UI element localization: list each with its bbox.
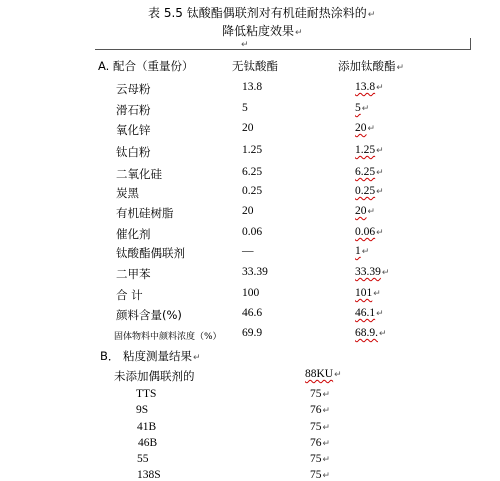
coupling-agent-name: TTS	[136, 388, 157, 400]
return-mark-icon: ↵	[322, 389, 331, 399]
no-titanate-value: 0.06	[242, 226, 263, 238]
return-mark-icon: ↵	[322, 470, 331, 480]
viscosity-value: 75	[310, 469, 322, 481]
table-top-rule	[95, 49, 470, 50]
with-titanate-value-cell	[355, 307, 384, 319]
return-mark-icon: ↵	[322, 405, 331, 415]
component-name: 二氧化硅	[116, 167, 162, 181]
component-name: 固体物料中颜料浓度（%）	[114, 332, 222, 342]
no-titanate-value: —	[242, 245, 254, 257]
with-titanate-value: 0.06	[355, 226, 376, 238]
return-mark-icon: ↵	[367, 206, 376, 216]
with-titanate-value: 101	[355, 287, 373, 299]
with-titanate-value-cell	[355, 144, 384, 156]
no-titanate-value: 0.25	[242, 185, 263, 197]
viscosity-value: 76	[310, 404, 322, 416]
no-titanate-value: 46.6	[242, 307, 263, 319]
viscosity-value-cell	[310, 453, 330, 465]
return-mark-icon: ↵	[322, 438, 331, 448]
viscosity-value: 75	[310, 421, 322, 433]
viscosity-value-cell	[310, 437, 330, 449]
with-titanate-value-cell	[355, 245, 369, 257]
table-right-rule	[470, 38, 471, 50]
component-name: 有机硅树脂	[116, 206, 174, 220]
with-titanate-value: 20	[355, 205, 367, 217]
no-titanate-value: 6.25	[242, 166, 263, 178]
coupling-agent-name: 138S	[137, 469, 161, 481]
with-titanate-value: 46.1	[355, 307, 376, 319]
no-titanate-value: 69.9	[242, 327, 263, 339]
no-titanate-value: 13.8	[242, 81, 263, 93]
return-mark-icon: ↵	[361, 103, 370, 113]
return-mark-icon: ↵	[396, 63, 405, 73]
table-caption-line2	[222, 22, 303, 39]
no-titanate-value: 20	[242, 122, 254, 134]
with-titanate-value: 6.25	[355, 166, 376, 178]
viscosity-value-cell	[310, 388, 330, 400]
component-name: 催化剂	[116, 227, 151, 241]
return-mark-icon: ↵	[193, 353, 201, 363]
component-name: 云母粉	[116, 82, 151, 96]
with-titanate-value: 33.39	[355, 266, 381, 278]
table-caption-line1	[148, 4, 375, 21]
viscosity-value-cell	[310, 469, 330, 481]
return-mark-icon: ↵	[381, 267, 390, 277]
component-name: 合 计	[116, 288, 143, 302]
with-titanate-value: 13.8	[355, 81, 376, 93]
viscosity-value: 75	[310, 388, 322, 400]
return-mark-icon: ↵	[376, 82, 384, 92]
with-titanate-value-cell	[355, 266, 389, 278]
return-mark-icon: ↵	[367, 123, 376, 133]
with-titanate-value-cell	[355, 226, 384, 238]
viscosity-subheader-label: 未添加偶联剂的	[114, 369, 195, 383]
viscosity-value: 75	[310, 453, 322, 465]
coupling-agent-name: 55	[137, 453, 149, 465]
with-titanate-value: 0.25	[355, 185, 376, 197]
return-mark-icon: ↵	[376, 227, 384, 237]
with-titanate-value-cell	[355, 185, 384, 197]
with-titanate-value-cell	[355, 81, 384, 93]
with-titanate-value: 5	[355, 102, 361, 114]
return-mark-icon: ↵	[367, 10, 376, 20]
component-column-header: A. 配合（重量份）	[98, 59, 194, 73]
no-titanate-column-header: 无钛酸酯	[232, 59, 278, 73]
component-name: 颜料含量(%)	[116, 308, 182, 322]
return-mark-icon: ↵	[322, 422, 331, 432]
coupling-agent-name: 41B	[137, 421, 157, 433]
return-mark-icon: ↵	[376, 186, 384, 196]
with-titanate-column-header: 添加钛酸酯↵	[338, 59, 405, 73]
component-name: 钛酸酯偶联剂	[116, 246, 185, 260]
with-titanate-value-cell	[355, 102, 369, 114]
viscosity-section-header: B． 粘度测量结果↵	[100, 349, 201, 363]
return-mark-icon: ↵	[241, 40, 249, 50]
return-mark-icon: ↵	[361, 246, 370, 256]
no-titanate-value: 20	[242, 205, 254, 217]
with-titanate-value-cell	[355, 205, 375, 217]
return-mark-icon: ↵	[334, 369, 342, 379]
coupling-agent-name: 46B	[138, 437, 158, 449]
return-mark-icon: ↵	[373, 288, 381, 298]
return-mark-icon: ↵	[376, 167, 384, 177]
no-titanate-value: 33.39	[242, 266, 268, 278]
table-caption-subtitle: 降低粘度效果	[222, 24, 295, 38]
component-name: 钛白粉	[116, 145, 151, 159]
return-mark-icon: ↵	[322, 454, 331, 464]
component-name: 氧化锌	[116, 123, 151, 137]
component-name: 滑石粉	[116, 103, 151, 117]
with-titanate-value: 1.25	[355, 144, 376, 156]
return-mark-icon: ↵	[376, 145, 384, 155]
with-titanate-value-cell	[355, 122, 375, 134]
return-mark-icon: ↵	[376, 308, 384, 318]
no-titanate-value: 5	[242, 102, 248, 114]
return-mark-icon: ↵	[295, 28, 303, 38]
no-titanate-value: 100	[242, 287, 260, 299]
with-titanate-value: 68.9.	[355, 327, 378, 339]
viscosity-subheader-value: 88KU↵	[305, 368, 342, 380]
component-name: 炭黑	[116, 186, 139, 200]
return-mark-icon: ↵	[379, 328, 387, 338]
with-titanate-value-cell	[355, 166, 384, 178]
table-caption-text: 表 5.5 钛酸酯偶联剂对有机硅耐热涂料的	[148, 6, 367, 20]
no-titanate-value: 1.25	[242, 144, 263, 156]
with-titanate-value: 20	[355, 122, 367, 134]
with-titanate-value-cell	[355, 327, 387, 339]
with-titanate-value-cell	[355, 287, 381, 299]
component-name: 二甲苯	[116, 267, 151, 281]
viscosity-value: 76	[310, 437, 322, 449]
coupling-agent-name: 9S	[136, 404, 149, 416]
viscosity-value-cell	[310, 421, 330, 433]
viscosity-value-cell	[310, 404, 330, 416]
with-titanate-value: 1	[355, 245, 361, 257]
